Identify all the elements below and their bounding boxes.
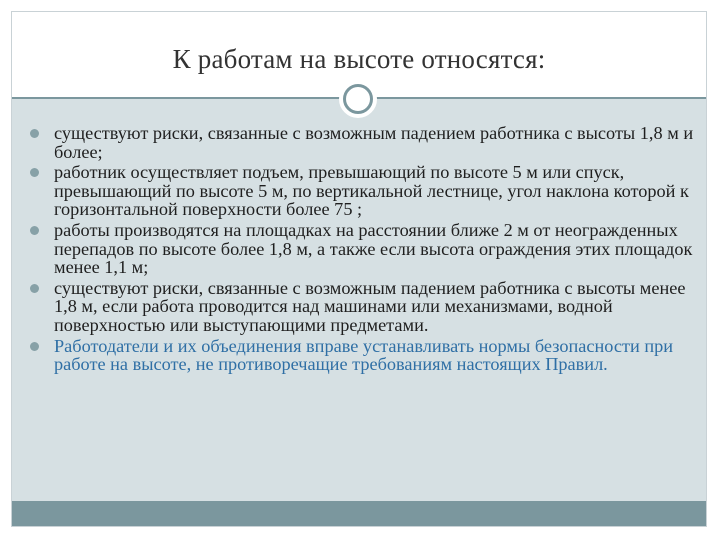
list-item-text: существуют риски, связанные с возможным падением работника с высоты менее 1,8 м, если работа проводится над машинами или механизмами, водной поверхностью или выступающими предметами. [54, 277, 686, 335]
list-item [28, 279, 700, 335]
ring-inner [343, 84, 373, 114]
list-item-text: работы производятся на площадках на расстоянии ближе 2 м от неогражденных перепадов по высоте более 1,8 м, а также если высота ограждения этих площадок менее 1,1 м; [54, 219, 693, 278]
list-item-text: существуют риски, связанные с возможным падением работника с высоты 1,8 м и более; [54, 123, 694, 162]
bullet-dot-icon [30, 284, 39, 293]
bullet-dot-icon [30, 168, 39, 177]
bullet-dot-icon [30, 226, 39, 235]
bullet-dot-icon [30, 342, 39, 351]
ring-ornament-icon [339, 80, 377, 118]
list-item [28, 124, 700, 161]
bullet-list [28, 124, 700, 376]
list-item-text: Работодатели и их объединения вправе устанавливать нормы безопасности при работе на высоте, не противоречащие требованиям настоящих Правил. [54, 335, 674, 375]
list-item-text: работник осуществляет подъем, превышающий по высоте 5 м или спуск, превышающий по высоте 5 м, по вертикальной лестнице, угол наклона которой к горизонтальной поверхности более 75 ; [54, 162, 689, 220]
footer-bar [12, 501, 706, 526]
bullet-dot-icon [30, 129, 39, 138]
slide-title: К работам на высоте относятся: [172, 44, 546, 74]
list-item [28, 163, 700, 219]
list-item-highlight [28, 337, 700, 374]
list-item [28, 221, 700, 277]
